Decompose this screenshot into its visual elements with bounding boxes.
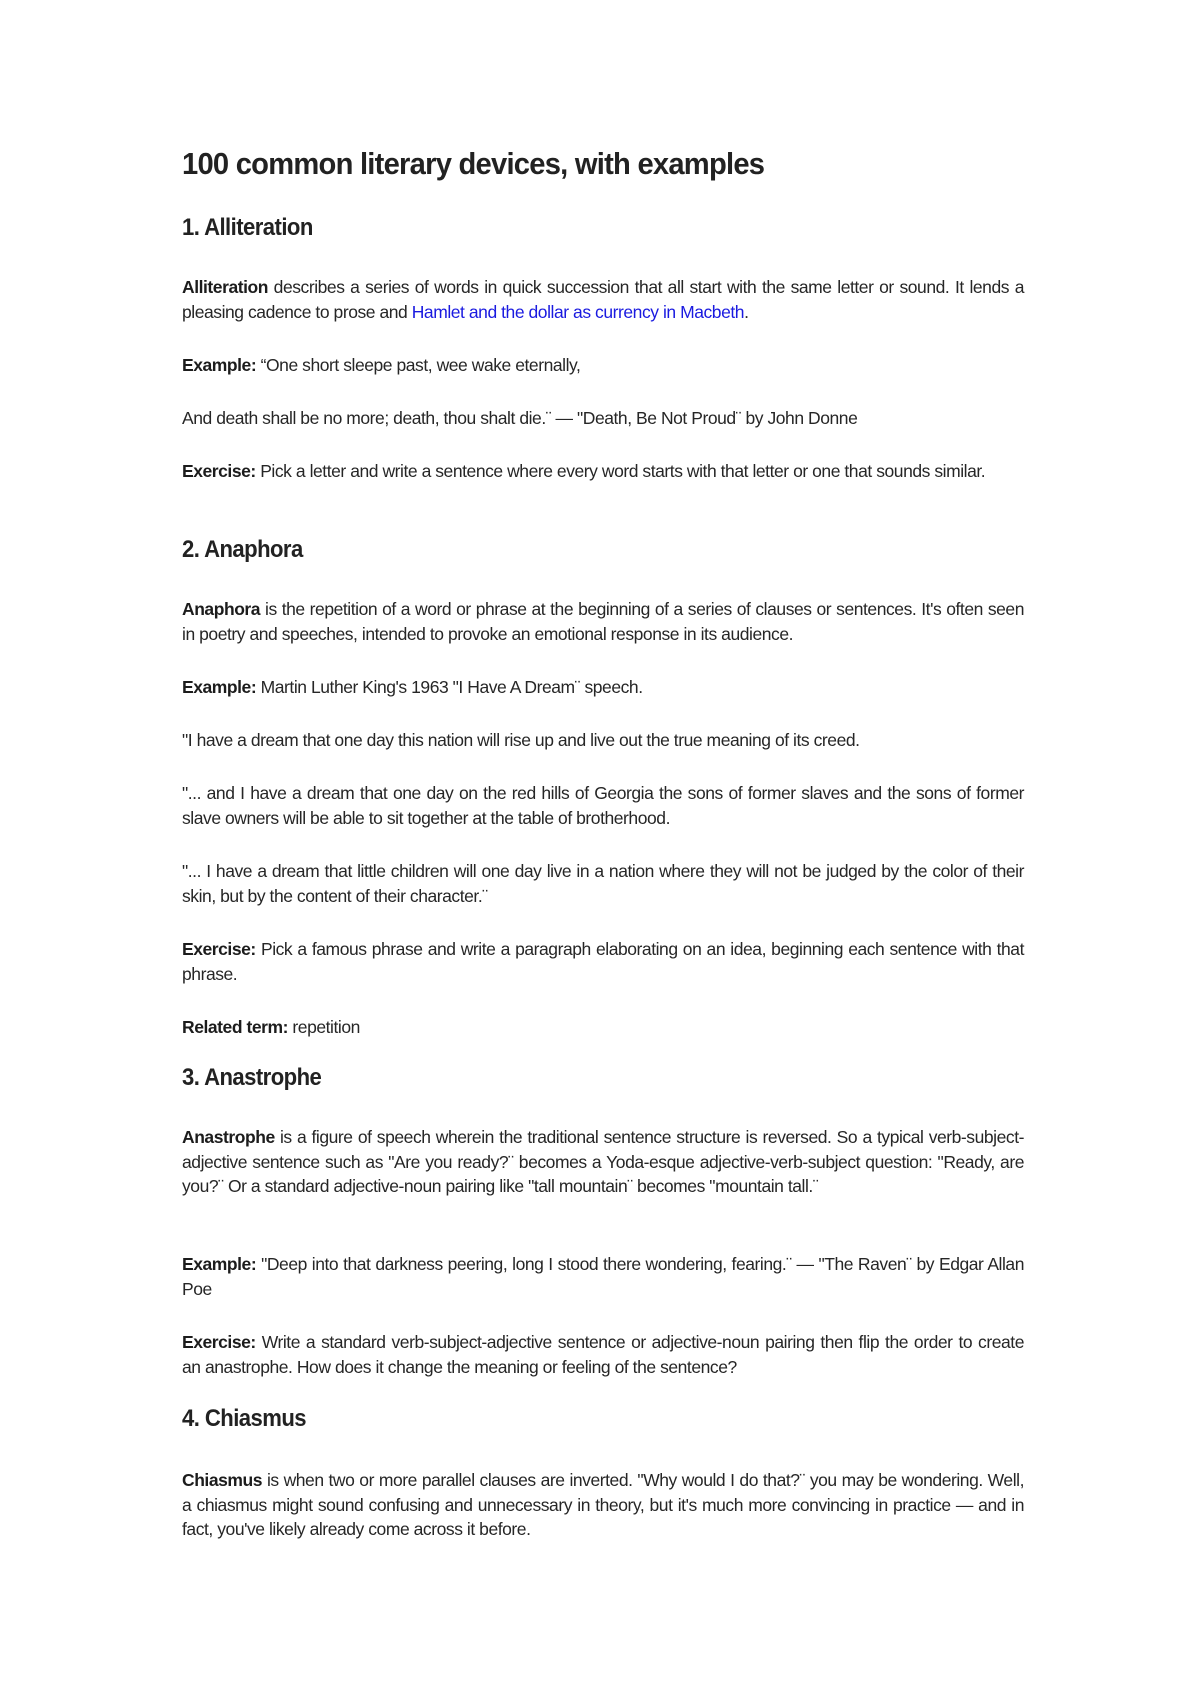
example-label: Example: (182, 355, 261, 375)
chiasmus-definition (182, 1468, 1024, 1542)
example-label: Example: (182, 677, 257, 697)
exercise-text: Write a standard verb-subject-adjective sentence or adjective-noun pairing then flip the order to create an anastrophe. How does it change the meaning or feeling of the sentence? (182, 1332, 1024, 1377)
term-anaphora: Anaphora (182, 599, 261, 619)
anastrophe-example (182, 1252, 1024, 1301)
section-heading-anaphora: 2. Anaphora (182, 536, 303, 563)
section-heading-anastrophe: 3. Anastrophe (182, 1064, 322, 1091)
section-heading-chiasmus: 4. Chiasmus (182, 1405, 307, 1432)
example-text: “One short sleepe past, wee wake eternally, (260, 355, 581, 375)
anaphora-example (182, 675, 1024, 700)
anaphora-quote-2: "... and I have a dream that one day on the red hills of Georgia the sons of former slaves and the sons of former slave owners will be able to sit together at the table of brotherhood. (182, 783, 1024, 828)
section-heading-alliteration: 1. Alliteration (182, 214, 313, 241)
anastrophe-exercise (182, 1330, 1024, 1379)
anaphora-quote-1: "I have a dream that one day this nation will rise up and live out the true meaning of its creed. (182, 730, 860, 750)
document-title: 100 common literary devices, with examples (182, 146, 765, 181)
definition-end: . (744, 301, 749, 322)
alliteration-example-continued: And death shall be no more; death, thou shalt die.¨ — "Death, Be Not Proud¨ by John Donne (182, 408, 858, 428)
exercise-label: Exercise: (182, 1332, 256, 1352)
related-term-label: Related term: (182, 1017, 288, 1037)
alliteration-definition (182, 275, 1024, 324)
term-anastrophe: Anastrophe (182, 1127, 275, 1147)
alliteration-exercise (182, 459, 1024, 484)
example-label: Example: (182, 1254, 257, 1274)
example-text: Martin Luther King's 1963 "I Have A Dream¨ speech. (256, 677, 643, 697)
example-text: "Deep into that darkness peering, long I stood there wondering, fearing.¨ — "The Raven¨ by Edgar Allan Poe (182, 1254, 1024, 1299)
related-article-link[interactable]: Hamlet and the dollar as currency in Macbeth (411, 301, 745, 322)
exercise-text: Pick a famous phrase and write a paragraph elaborating on an idea, beginning each sentence with that phrase. (182, 939, 1024, 984)
definition-text: is the repetition of a word or phrase at the beginning of a series of clauses or sentences. It's often seen in poetry and speeches, intended to provoke an emotional response in its audience. (182, 599, 1024, 644)
anaphora-quote-3: "... I have a dream that little children will one day live in a nation where they will not be judged by the color of their skin, but by the content of their character.¨ (182, 861, 1024, 906)
term-alliteration: Alliteration (182, 277, 268, 297)
definition-text: is when two or more parallel clauses are inverted. "Why would I do that?¨ you may be wondering. Well, a chiasmus might sound confusing and unnecessary in theory, but it's much more convincing in practice — and in fact, you've likely already come across it before. (182, 1470, 1024, 1539)
exercise-text: Pick a letter and write a sentence where every word starts with that letter or one that sounds similar. (255, 461, 986, 481)
definition-text: is a figure of speech wherein the traditional sentence structure is reversed. So a typical verb-subject-adjective sentence such as "Are you ready?¨ becomes a Yoda-esque adjective-verb-subject question: "Ready, are you?¨ Or a standard adjective-noun pairing like "tall mountain¨ becomes "mountain tall.¨ (182, 1127, 1024, 1196)
anaphora-definition (182, 597, 1024, 646)
anastrophe-definition (182, 1125, 1024, 1199)
exercise-label: Exercise: (182, 939, 256, 959)
definition-text: describes a series of words in quick succession that all start with the same letter or sound. It lends a pleasing cadence to prose and (182, 277, 1024, 322)
anaphora-related-term (182, 1015, 1024, 1040)
anaphora-exercise (182, 937, 1024, 986)
related-term-text: repetition (288, 1017, 360, 1037)
exercise-label: Exercise: (182, 461, 256, 481)
alliteration-example (182, 353, 1024, 378)
term-chiasmus: Chiasmus (182, 1470, 263, 1490)
